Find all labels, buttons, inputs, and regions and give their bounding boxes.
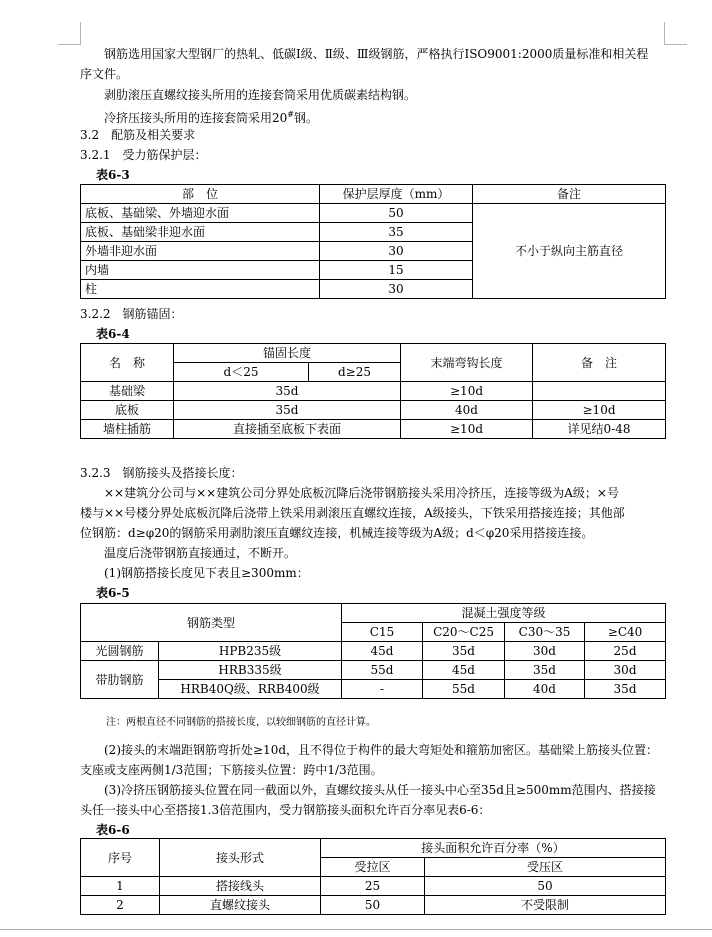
cell-steel-grade: HRB40Q级、RRB400级 [159,680,342,699]
paragraph-joint-spec-line1: ××建筑分公司与××建筑公司分界处底板沉降后浇带钢筋接头采用冷挤压，连接等级为A级；×号 [104,486,619,500]
cell-compression: 50 [425,877,666,896]
cell-group-ribbed-bar: 带肋钢筋 [81,661,159,699]
cell-location: 内墙 [81,261,320,280]
cell-thickness: 30 [320,242,473,261]
crop-mark-top-right [664,22,687,45]
cell-value: 30d [585,661,666,680]
cell-remark: ≥10d [533,401,666,420]
header-grade-ge-c40: ≥C40 [585,623,666,642]
cell-hook: 40d [401,401,533,420]
header-anchor-length: 锚固长度 [174,344,401,363]
cell-value: 35d [505,661,585,680]
cell-location: 底板、基础梁非迎水面 [81,223,320,242]
table-row [81,877,666,896]
cell-name: 基础梁 [81,382,174,401]
cell-hook: ≥10d [401,420,533,439]
heading-3-2-3: 3.2.3 钢筋接头及搭接长度： [80,466,243,480]
table-6-5-label: 表6-5 [96,586,130,600]
table-6-3-label: 表6-3 [96,168,130,182]
cell-value: 45d [423,661,505,680]
table-row [81,896,666,915]
heading-3-2: 3.2 配筋及相关要求 [80,128,196,142]
p3-tail: 钢。 [293,111,318,125]
cell-thickness: 35 [320,223,473,242]
header-name: 名 称 [81,344,174,382]
table-header-row [81,344,666,363]
header-remark: 备注 [473,185,666,204]
cell-value: 25d [585,642,666,661]
table-note: 注：两根直径不同钢筋的搭接长度，以较细钢筋的直径计算。 [106,717,376,728]
paragraph-steel-source-line2: 序文件。 [80,67,129,81]
cell-tension: 50 [321,896,425,915]
table-6-5 [80,603,666,699]
cell-thickness: 50 [320,204,473,223]
cell-location: 柱 [81,280,320,299]
cell-value: 35d [423,642,505,661]
table-row [81,204,666,223]
cell-value: - [342,680,423,699]
header-serial-no: 序号 [81,839,160,877]
cell-anchor: 35d [174,401,401,420]
header-d-less-25: d＜25 [174,363,309,382]
table-row [81,420,666,439]
table-header-row [81,604,666,623]
table-row [81,382,666,401]
heading-3-2-1: 3.2.1 受力筋保护层： [80,148,207,162]
paragraph-joint-spec-line3: 位钢筋：d≥φ20的钢筋采用剥肋滚压直螺纹连接，机械连接等级为A级；d＜φ20采用搭接连接。 [80,526,594,540]
header-tension-zone: 受拉区 [321,858,425,877]
cell-remark [533,382,666,401]
cell-joint-form: 直螺纹接头 [160,896,321,915]
paragraph-joint-position-line2: 支座或支座两侧1/3范围；下筋接头位置：跨中1/3范围。 [80,763,383,777]
cell-location: 外墙非迎水面 [81,242,320,261]
table-6-6 [80,838,666,915]
paragraph-steel-source-line1: 钢筋选用国家大型钢厂的热轧、低碳Ⅰ级、Ⅱ级、Ⅲ级钢筋，严格执行ISO9001:2000质量标准和相关程 [104,47,649,61]
cell-thickness: 30 [320,280,473,299]
cell-remark: 不小于纵向主筋直径 [473,204,666,299]
paragraph-joint-spec-line2: 楼与××号楼分界处底板沉降后浇带上铁采用剥滚压直螺纹连接，A级接头，下铁采用搭接连接；其他部 [80,506,625,520]
cell-anchor: 直接插至底板下表面 [174,420,401,439]
header-joint-form: 接头形式 [160,839,321,877]
table-row [81,642,666,661]
cell-value: 35d [585,680,666,699]
cell-hook: ≥10d [401,382,533,401]
heading-3-2-2: 3.2.2 钢筋锚固： [80,307,183,321]
cell-steel-grade: HRB335级 [159,661,342,680]
header-grade-c15: C15 [342,623,423,642]
cell-location: 底板、基础梁、外墙迎水面 [81,204,320,223]
cell-serial: 1 [81,877,160,896]
crop-mark-top-left [58,22,81,45]
table-row [81,680,666,699]
header-d-ge-25: d≥25 [309,363,401,382]
header-steel-type: 钢筋类型 [81,604,342,642]
cell-thickness: 15 [320,261,473,280]
cell-value: 45d [342,642,423,661]
cell-group-plain-bar: 光圆钢筋 [81,642,159,661]
cell-anchor: 35d [174,382,401,401]
paragraph-joint-position-line1: (2)接头的末端距钢筋弯折处≥10d，且不得位于构件的最大弯矩处和箍筋加密区。基础梁上筋接头位置： [104,743,659,757]
cell-tension: 25 [321,877,425,896]
cell-name: 底板 [81,401,174,420]
header-area-percentage: 接头面积允许百分率（%） [321,839,666,858]
table-6-4-label: 表6-4 [96,327,130,341]
header-grade-c20-c25: C20～C25 [423,623,505,642]
cell-value: 55d [342,661,423,680]
table-header-row [81,839,666,858]
p3-text: 冷挤压接头所用的连接套筒采用20 [104,111,288,125]
table-6-4 [80,343,666,439]
header-remark: 备 注 [533,344,666,382]
cell-value: 30d [505,642,585,661]
header-hook-length: 末端弯钩长度 [401,344,533,382]
cell-remark: 详见结0-48 [533,420,666,439]
table-row [81,401,666,420]
cell-steel-grade: HPB235级 [159,642,342,661]
cell-compression: 不受限制 [425,896,666,915]
header-cover-thickness: 保护层厚度（mm） [320,185,473,204]
header-concrete-grade: 混凝土强度等级 [342,604,666,623]
table-row [81,661,666,680]
paragraph-joint-area-line1: (3)冷挤压钢筋接头位置在同一截面以外，直螺纹接头从任一接头中心至35d且≥500mm范围内、搭接接 [104,783,656,797]
cell-name: 墙柱插筋 [81,420,174,439]
cell-joint-form: 搭接线头 [160,877,321,896]
table-6-6-label: 表6-6 [96,823,130,837]
page-bottom-divider [0,929,712,930]
paragraph-joint-area-line2: 头任一接头中心至搭接1.3倍范围内，受力钢筋接头面积允许百分率见表6-6： [80,803,491,817]
paragraph-post-pour-strip: 温度后浇带钢筋直接通过，不断开。 [104,546,297,560]
cell-serial: 2 [81,896,160,915]
paragraph-lap-length: (1)钢筋搭接长度见下表且≥300mm： [104,566,309,580]
paragraph-sleeve-material: 剥肋滚压直螺纹接头所用的连接套筒采用优质碳素结构钢。 [104,88,417,102]
header-grade-c30-35: C30～35 [505,623,585,642]
table-6-3 [80,184,666,299]
cell-value: 55d [423,680,505,699]
header-location: 部 位 [81,185,320,204]
header-compression-zone: 受压区 [425,858,666,877]
table-header-row [81,185,666,204]
p3-superscript: # [287,110,294,119]
cell-value: 40d [505,680,585,699]
